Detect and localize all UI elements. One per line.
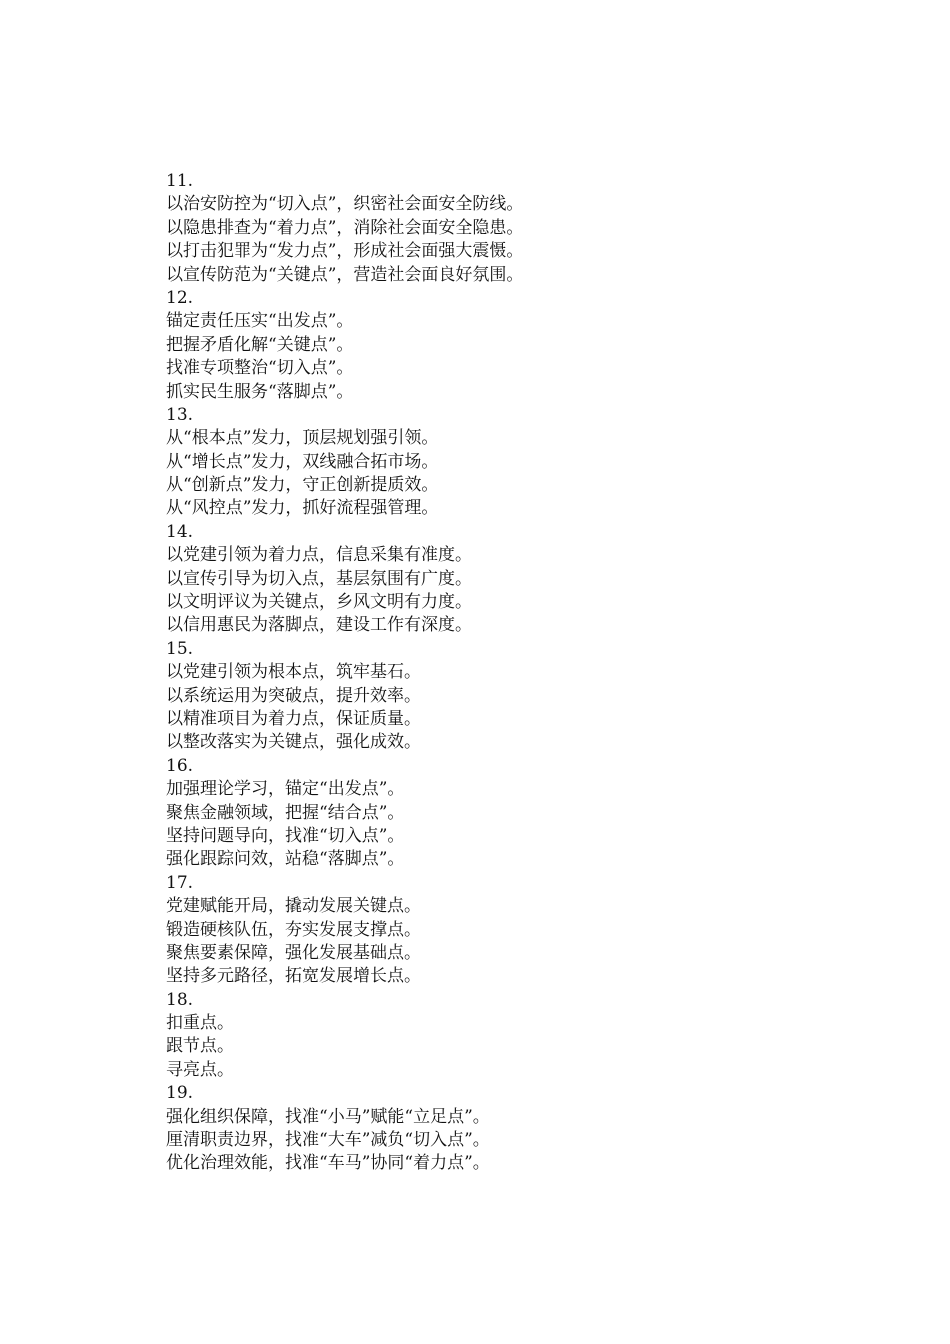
section-line: 以信用惠民为落脚点，建设工作有深度。 [166,615,472,636]
section-line: 寻亮点。 [166,1059,234,1080]
section-number: 19. [166,1083,194,1104]
section-line: 坚持问题导向，找准“切入点”。 [166,825,405,846]
section-line: 从“创新点”发力，守正创新提质效。 [166,475,439,496]
section-11 [166,170,886,287]
section-line: 以整改落实为关键点，强化成效。 [166,732,421,753]
section-17 [166,872,886,989]
section-number: 17. [166,872,194,893]
section-line: 以隐患排查为“着力点”，消除社会面安全隐患。 [166,217,524,238]
section-line: 坚持多元路径，拓宽发展增长点。 [166,966,421,987]
section-line: 以宣传引导为切入点，基层氛围有广度。 [166,568,472,589]
section-line: 强化跟踪问效，站稳“落脚点”。 [166,849,405,870]
section-line: 党建赋能开局，撬动发展关键点。 [166,896,421,917]
section-number: 13. [166,404,194,425]
section-13 [166,404,886,521]
section-16 [166,755,886,872]
section-number: 14. [166,521,194,542]
section-number: 11. [166,171,194,191]
section-line: 聚焦要素保障，强化发展基础点。 [166,942,421,963]
section-line: 以打击犯罪为“发力点”，形成社会面强大震慑。 [166,241,524,262]
document-page [166,170,886,1176]
section-line: 找准专项整治“切入点”。 [166,358,354,379]
section-line: 优化治理效能，找准“车马”协同“着力点”。 [166,1153,490,1174]
section-line: 聚焦金融领域，把握“结合点”。 [166,802,405,823]
section-line: 扣重点。 [166,1013,234,1034]
section-line: 跟节点。 [166,1036,234,1057]
section-line: 以系统运用为突破点，提升效率。 [166,685,421,706]
section-line: 厘清职责边界，找准“大车”减负“切入点”。 [166,1130,490,1151]
section-number: 12. [166,287,194,308]
section-number: 15. [166,638,194,659]
section-line: 抓实民生服务“落脚点”。 [166,381,354,402]
section-line: 以党建引领为根本点，筑牢基石。 [166,662,421,683]
section-number: 16. [166,755,194,776]
section-line: 以治安防控为“切入点”，织密社会面安全防线。 [166,194,524,215]
section-line: 以精准项目为着力点，保证质量。 [166,708,421,729]
section-line: 锻造硬核队伍，夯实发展支撑点。 [166,919,421,940]
section-line: 从“风控点”发力，抓好流程强管理。 [166,498,439,519]
section-line: 从“增长点”发力，双线融合拓市场。 [166,451,439,472]
section-15 [166,638,886,755]
section-line: 以宣传防范为“关键点”，营造社会面良好氛围。 [166,264,524,285]
section-line: 强化组织保障，找准“小马”赋能“立足点”。 [166,1106,490,1127]
section-14 [166,521,886,638]
section-line: 锚定责任压实“出发点”。 [166,311,354,332]
section-line: 以党建引领为着力点，信息采集有准度。 [166,545,472,566]
section-18 [166,989,886,1083]
section-line: 把握矛盾化解“关键点”。 [166,334,354,355]
section-19 [166,1082,886,1176]
section-number: 18. [166,989,194,1010]
section-line: 从“根本点”发力，顶层规划强引领。 [166,428,439,449]
section-12 [166,287,886,404]
section-line: 以文明评议为关键点，乡风文明有力度。 [166,592,472,613]
section-line: 加强理论学习，锚定“出发点”。 [166,779,405,800]
